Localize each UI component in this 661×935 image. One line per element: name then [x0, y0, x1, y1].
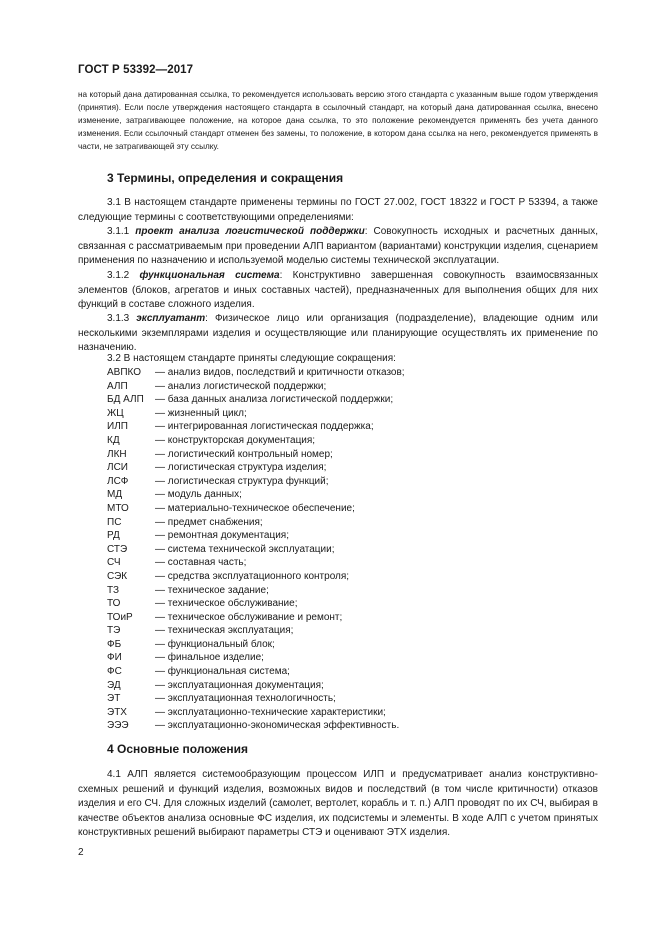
term-name: проект анализа логистической поддержки — [135, 226, 365, 237]
abbreviation-description: — анализ видов, последствий и критичности отказов; — [155, 367, 405, 378]
term-definition: : Совокупность исходных и расчетных данных, связанная с рассматриваемым при проведении АЛП вариантом (вариантами) конструкции изделия, сценарием применения по назначению и используемой моделью системы технической эксплуатации. — [78, 226, 599, 267]
abbreviation-description: — функциональная система; — [155, 666, 290, 678]
abbreviation-description: — эксплуатационная технологичность; — [155, 693, 336, 705]
list-item — [107, 488, 405, 502]
abbreviation: АВПКО — [107, 367, 142, 378]
abbreviation-description: — эксплуатационная документация; — [155, 679, 324, 691]
paragraph-3-1: 3.1 В настоящем стандарте применены термины по ГОСТ 27.002, ГОСТ 18322 и ГОСТ Р 53394, а также следующие термины с соответствующими определениями: — [78, 197, 598, 223]
abbreviation-description: — эксплуатационно-экономическая эффективность. — [155, 720, 400, 732]
list-item — [107, 679, 405, 693]
abbreviation: ЭЭЭ — [107, 720, 129, 732]
intro-paragraph: на который дана датированная ссылка, то рекомендуется использовать версию этого стандарта с указанным выше годом утверждения (принятия). Если после утверждения настоящего стандарта в ссылочный стандарт, на который дана датированная ссылка, внесено изменение, затрагивающее положение, на которое дана ссылка, то это положение рекомендуется применять без учета данного изменения. Если ссылочный стандарт отменен без замены, то положение, в котором дана ссылка на него, рекомендуется применять в части, не затрагивающей эту ссылку. — [78, 90, 598, 151]
section-4-title: 4 Основные положения — [107, 742, 249, 756]
term-definition: : Конструктивно завершенная совокупность взаимосвязанных элементов (блоков, агрегатов и иных составных частей), предназначенных для выполнения общих для них функций в составе сложного изделия. — [78, 270, 599, 311]
list-item — [107, 475, 405, 489]
abbreviation-description: — техническая эксплуатация; — [155, 625, 294, 637]
abbreviation: ЭТ — [107, 693, 121, 705]
abbreviation-description: — техническое задание; — [155, 584, 269, 596]
abbreviation-list — [107, 366, 405, 733]
abbreviation-description: — эксплуатационно-технические характеристики; — [155, 706, 386, 718]
abbreviation-description: — логистический контрольный номер; — [155, 448, 333, 460]
list-item — [107, 719, 405, 733]
abbreviation-description: — модуль данных; — [155, 489, 242, 501]
abbreviation-description: — ремонтная документация; — [155, 530, 289, 542]
abbreviation-description: — предмет снабжения; — [155, 516, 263, 528]
term-3-1-3 — [78, 312, 598, 356]
term-definition: : Физическое лицо или организация (подразделение), владеющие одним или несколькими экземплярами изделия и осуществляющие или планирующие осуществлять их применение по назначению. — [78, 313, 599, 354]
abbreviation-description: — интегрированная логистическая поддержка; — [155, 421, 374, 433]
abbreviation: ПС — [107, 516, 122, 528]
abbreviation: БД АЛП — [107, 394, 144, 406]
list-item — [107, 665, 405, 679]
abbreviation: ФБ — [107, 638, 122, 650]
abbreviation-description: — финальное изделие; — [155, 652, 264, 664]
list-item — [107, 624, 405, 638]
term-number: 3.1.3 — [107, 313, 130, 324]
abbreviation-description: — жизненный цикл; — [155, 407, 247, 419]
list-item — [107, 393, 405, 407]
abbreviation-description: — техническое обслуживание и ремонт; — [155, 611, 343, 623]
list-item — [107, 434, 405, 448]
list-item — [107, 407, 405, 421]
document-header: ГОСТ Р 53392—2017 — [78, 64, 194, 76]
abbreviation: ТОиР — [107, 611, 133, 623]
list-item — [107, 529, 405, 543]
list-item — [107, 597, 405, 611]
abbreviation-description: — функциональный блок; — [155, 638, 275, 650]
page-number: 2 — [78, 847, 84, 858]
abbreviation: ТО — [107, 598, 121, 610]
abbreviation: СЧ — [107, 557, 121, 569]
abbreviation-description: — логистическая структура функций; — [155, 475, 329, 487]
list-item — [107, 420, 405, 434]
term-name: функциональная система — [139, 270, 280, 281]
list-item — [107, 651, 405, 665]
abbreviation-description: — система технической эксплуатации; — [155, 543, 335, 555]
abbreviation: ИЛП — [107, 421, 128, 433]
paragraph-3-2: 3.2 В настоящем стандарте приняты следующие сокращения: — [107, 353, 396, 364]
list-item — [107, 570, 405, 584]
abbreviation: ФИ — [107, 652, 122, 664]
abbreviation: ТЗ — [107, 584, 120, 596]
list-item — [107, 706, 405, 720]
abbreviation: ЛСФ — [107, 475, 129, 487]
abbreviation: АЛП — [107, 380, 128, 392]
abbreviation: ЭД — [107, 679, 121, 691]
abbreviation: ЖЦ — [107, 407, 124, 419]
list-item — [107, 448, 405, 462]
list-item — [107, 584, 405, 598]
list-item — [107, 556, 405, 570]
list-item — [107, 611, 405, 625]
abbreviation: ТЭ — [107, 625, 121, 637]
abbreviation: ЛКН — [107, 448, 127, 460]
abbreviation: ЛСИ — [107, 462, 128, 474]
abbreviation: КД — [107, 434, 120, 446]
abbreviation: ФС — [107, 666, 122, 678]
abbreviation: СЭК — [107, 570, 128, 582]
list-item — [107, 543, 405, 557]
abbreviation-description: — анализ логистической поддержки; — [155, 380, 327, 392]
list-item — [107, 502, 405, 516]
list-item — [107, 380, 405, 394]
abbreviation-description: — средства эксплуатационного контроля; — [155, 570, 350, 582]
section-3-title: 3 Термины, определения и сокращения — [107, 171, 344, 185]
term-number: 3.1.2 — [107, 270, 130, 281]
abbreviation-description: — техническое обслуживание; — [155, 598, 298, 610]
abbreviation-description: — составная часть; — [155, 557, 247, 569]
term-number: 3.1.1 — [107, 226, 130, 237]
abbreviation-description: — материально-техническое обеспечение; — [155, 502, 355, 514]
term-3-1-2 — [78, 269, 598, 313]
list-item — [107, 638, 405, 652]
abbreviation-description: — логистическая структура изделия; — [155, 462, 327, 474]
list-item — [107, 366, 405, 380]
abbreviation: ЭТХ — [107, 706, 127, 718]
abbreviation-description: — конструкторская документация; — [155, 434, 316, 446]
list-item — [107, 461, 405, 475]
paragraph-4-1: 4.1 АЛП является системообразующим процессом ИЛП и предусматривает анализ конструктивно-схемных решений и функций изделия, возможных видов и последствий (в том числе критичности) отказов изделия и его СЧ. Для сложных изделий (самолет, вертолет, корабль и т. п.) АЛП проводят по их СЧ, выбирая в качестве объектов анализа основные ФС изделия, их подсистемы и элементы. В ходе АЛП с учетом принятых конструктивных решений выбирают параметры СТЭ и оценивают ЭТХ изделия. — [78, 769, 598, 839]
abbreviation: МТО — [107, 502, 129, 514]
term-3-1-1 — [78, 225, 598, 269]
abbreviation: СТЭ — [107, 543, 128, 555]
list-item — [107, 516, 405, 530]
abbreviation: РД — [107, 530, 120, 542]
abbreviation-description: — база данных анализа логистической поддержки; — [155, 394, 394, 406]
term-name: эксплуатант — [136, 313, 206, 324]
list-item — [107, 692, 405, 706]
abbreviation: МД — [107, 489, 123, 501]
